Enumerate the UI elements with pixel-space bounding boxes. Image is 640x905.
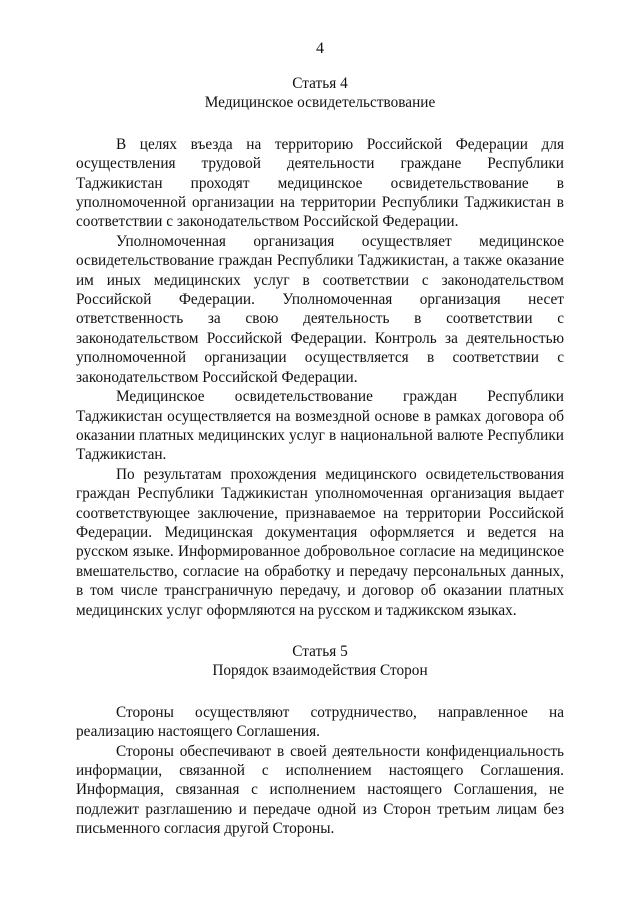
page-number: 4	[316, 40, 324, 57]
article-5-title: Статья 5	[292, 642, 348, 660]
article-4-paragraph-3: Медицинское освидетельствование граждан Республики Таджикистан осуществляется на возмездной основе в рамках договора об оказании платных медицинских услуг в национальной валюте Республики Таджикистан.	[76, 388, 564, 464]
article-5-heading	[76, 642, 564, 681]
article-5-paragraph-2: Стороны обеспечивают в своей деятельности конфиденциальность информации, связанной с исполнением настоящего Соглашения. Информация, связанная с исполнением настоящего Соглашения, не подлежит разглашению и передаче одной из Сторон третьим лицам без письменного согласия другой Стороны.	[76, 742, 564, 838]
article-4-heading	[76, 74, 564, 113]
article-4-paragraph-2: Уполномоченная организация осуществляет медицинское освидетельствование граждан Республики Таджикистан, а также оказание им иных медицинских услуг в соответствии с законодательством Российской Федерации. Уполномоченная организация несет ответственность за свою деятельность в соответствии с законодательством Российской Федерации. Контроль за деятельностью уполномоченной организации осуществляется в соответствии с законодательством Российской Федерации.	[76, 232, 564, 386]
document-body	[76, 74, 564, 839]
article-5-subtitle: Порядок взаимодействия Сторон	[212, 662, 428, 680]
article-5-paragraph-1: Стороны осуществляют сотрудничество, направленное на реализацию настоящего Соглашения.	[76, 703, 564, 741]
article-4-paragraph-1: В целях въезда на территорию Российской Федерации для осуществления трудовой деятельности граждане Республики Таджикистан проходят медицинское освидетельствование в уполномоченной организации на территории Республики Таджикистан в соответствии с законодательством Российской Федерации.	[76, 135, 564, 231]
article-4-subtitle: Медицинское освидетельствование	[204, 94, 436, 112]
article-4-title: Статья 4	[292, 75, 348, 92]
article-4-paragraph-4: По результатам прохождения медицинского освидетельствования граждан Республики Таджикистан уполномоченная организация выдает соответствующее заключение, признаваемое на территории Российской Федерации. Медицинская документация оформляется и ведется на русском языке. Информированное добровольное согласие на медицинское вмешательство, согласие на обработку и передачу персональных данных, в том числе трансграничную передачу, и договор об оказании платных медицинских услуг оформляются на русском и таджикском языках.	[76, 465, 564, 619]
